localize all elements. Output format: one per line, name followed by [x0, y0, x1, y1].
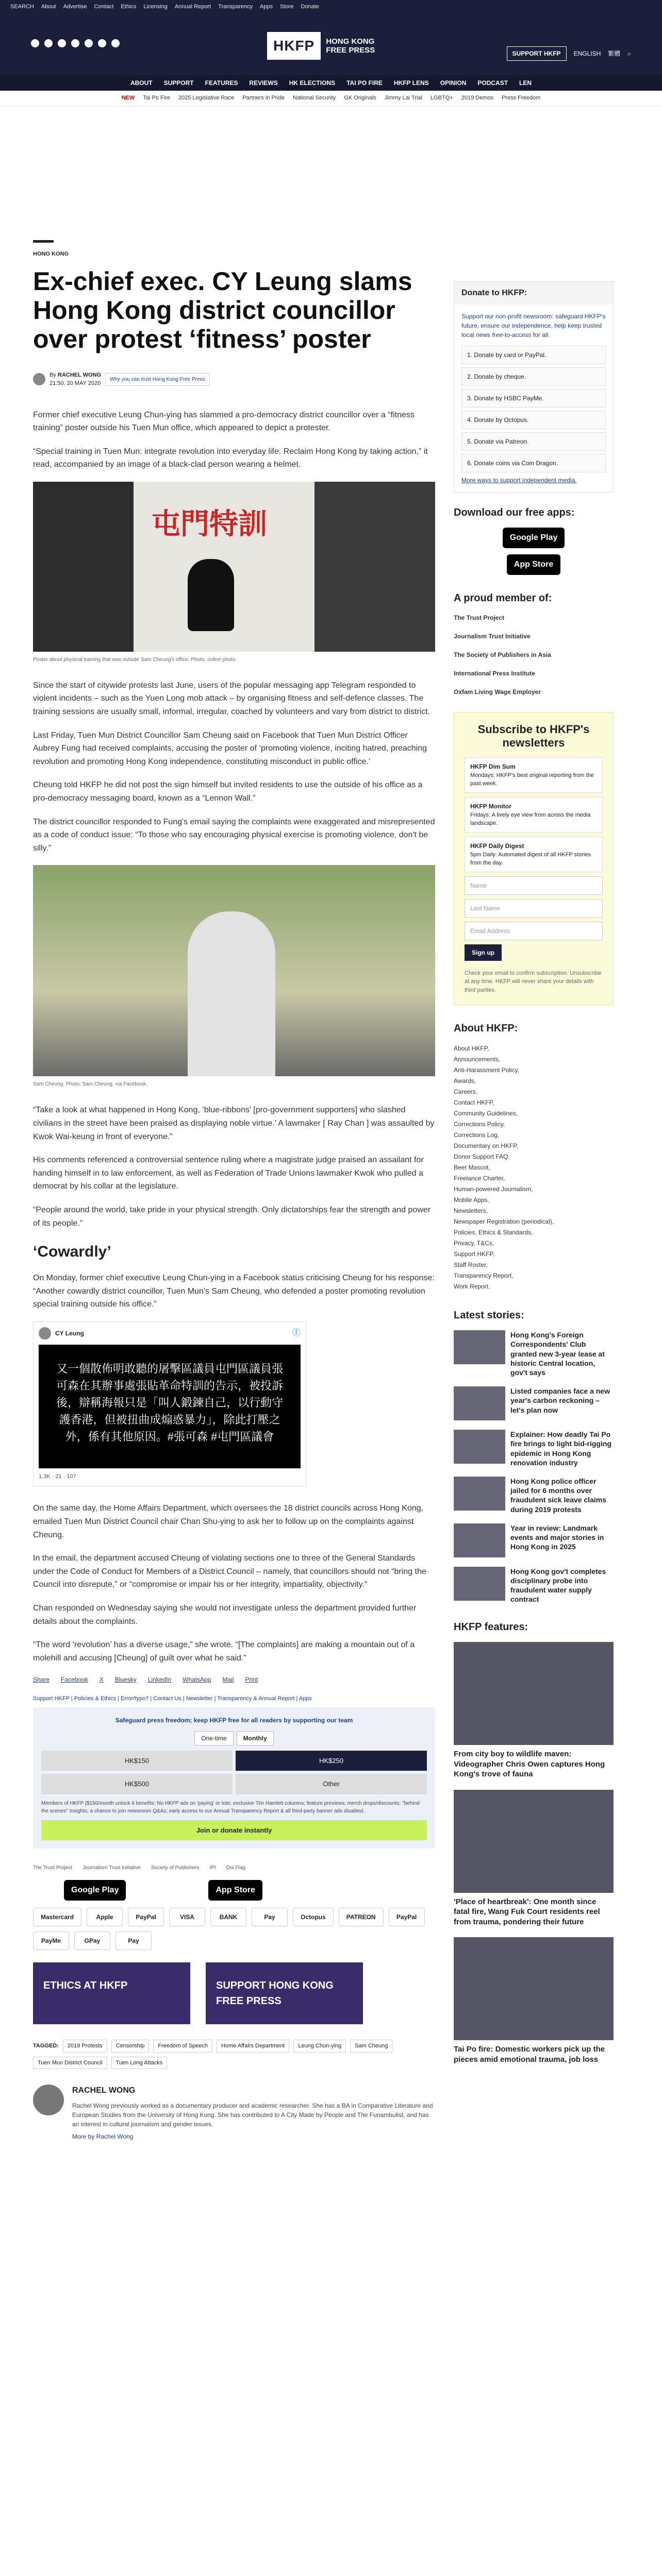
topbar-item[interactable]: Annual Report: [174, 3, 211, 10]
member-logos: [454, 613, 614, 697]
author-bio: Rachel Wong previously worked as a documentary producer and academic researcher. She has a BA in Comparative Literature and European Studies from the University of Hong Kong. She has contributed to A City Made by People and The Funambulist, and has an interest in cultural journalism and gender issues.: [72, 2102, 433, 2128]
about-title: About HKFP:: [454, 1023, 518, 1035]
fb-name[interactable]: CY Leung: [55, 1329, 84, 1337]
author-avatar: [33, 373, 45, 385]
nav-item[interactable]: PODCAST: [477, 79, 508, 87]
donate-option[interactable]: 2. Donate by cheque.: [461, 367, 606, 386]
topbar-item[interactable]: About: [41, 3, 56, 10]
newsletter-option[interactable]: HKFP Dim Sum Mondays: HKFP's best original reporting from the past week.: [465, 757, 603, 793]
newsletter-option[interactable]: HKFP Daily Digest 5pm Daily: Automated digest of all HKFP stories from the day.: [465, 837, 603, 872]
topbar-item[interactable]: Licensing: [143, 3, 168, 10]
paragraph: The district councillor responded to Fung's email saying the complaints were exaggerated and misrepresented as a code of conduct issue: “To those who say encouraging physical exercise is promoting violence, don't be silly.”: [33, 817, 435, 853]
new-badge: NEW: [121, 95, 135, 101]
about-link[interactable]: Careers,: [454, 1088, 478, 1096]
app-store-button[interactable]: App Store: [208, 1880, 262, 1901]
share-x[interactable]: X: [99, 1676, 104, 1684]
about-link[interactable]: Anti-Harassment Policy,: [454, 1066, 520, 1074]
tag[interactable]: Leung Chun-ying: [293, 2040, 346, 2053]
support-links[interactable]: Support HKFP | Policies & Ethics | Error/typo? | Contact Us | Newsletter | Transparency & Annual Report | Apps: [33, 1696, 312, 1702]
amount-option[interactable]: HK$500: [41, 1774, 233, 1794]
author-name[interactable]: RACHEL WONG: [57, 371, 102, 378]
amount-option[interactable]: Other: [236, 1774, 427, 1794]
paragraph: Last Friday, Tuen Mun District Councillor Sam Cheung said on Facebook that Tuen Mun District Officer Aubrey Fung had received complaints, accusing the poster of ‘promoting violence, inciting hatred, preaching revolution and promoting Hong Kong independence, constituting misconduct in public office.’: [33, 731, 427, 766]
google-play-button[interactable]: Google Play: [503, 528, 565, 548]
share-whatsapp[interactable]: WhatsApp: [183, 1676, 211, 1684]
story-item[interactable]: Year in review: Landmark events and major stories in Hong Kong in 2025: [454, 1523, 614, 1557]
feature-image: [454, 1790, 614, 1893]
paragraph: On Monday, former chief executive Leung Chun-ying in a Facebook status criticising Cheung for his response: “Another cowardly district councillor, Tuen Mun's Sam Cheung, who defended a poster promoting revolution special training outside his office.”: [33, 1274, 435, 1309]
top-utility-bar: [0, 0, 662, 13]
topbar-item[interactable]: Transparency: [218, 3, 253, 10]
subnav-item[interactable]: National Security: [293, 95, 336, 101]
app-store-button[interactable]: App Store: [507, 554, 560, 575]
nav-item[interactable]: HKFP LENS: [393, 79, 429, 87]
member-logo[interactable]: The Society of Publishers in Asia: [454, 651, 551, 658]
features-title: HKFP features:: [454, 1621, 528, 1633]
newsletter-signup: [454, 712, 614, 1005]
masthead: [0, 13, 662, 75]
donate-option[interactable]: 5. Donate via Patreon.: [461, 432, 606, 451]
payment-logo[interactable]: Apple: [87, 1908, 123, 1926]
feature-item[interactable]: Tai Po fire: Domestic workers pick up the pieces amid emotional trauma, job loss: [454, 1937, 614, 2064]
tab-monthly[interactable]: Monthly: [237, 1731, 274, 1745]
paragraph: “The word ‘revolution’ has a diverse usage,” she wrote. “[The complaints] are making a mountain out of a molehill and accusing [Cheung] of guilt over what he said.”: [33, 1640, 415, 1663]
about-link[interactable]: Announcements,: [454, 1056, 501, 1063]
facebook-embed[interactable]: [33, 1321, 306, 1487]
topbar-item[interactable]: Advertise: [63, 3, 87, 10]
social-icons: [31, 39, 120, 47]
subnav-item[interactable]: GK Originals: [344, 95, 376, 101]
section-label[interactable]: HONG KONG: [33, 251, 69, 257]
donate-option[interactable]: 6. Donate coins via Coin Dragon.: [461, 454, 606, 472]
author-box-name[interactable]: RACHEL WONG: [72, 2086, 136, 2095]
article-date: 21:50, 20 MAY 2020: [49, 380, 101, 386]
byline-text: By RACHEL WONG 21:50, 20 MAY 2020: [49, 371, 102, 386]
badge[interactable]: The Trust Project: [33, 1865, 73, 1871]
story-thumb: [454, 1430, 505, 1464]
paragraph: “Take a look at what happened in Hong Kong, ‘blue-ribbons’ [pro-government supporters] who slashed civilians in the street have been praised as displaying noble virtue.’ A lawmaker [ Ray Chan ] was assaulted by Kwok Wai-keung in front of everyone.”: [33, 1106, 435, 1141]
about-link[interactable]: Beer Mascot,: [454, 1164, 490, 1172]
member-title: A proud member of:: [454, 592, 552, 604]
share-print[interactable]: Print: [245, 1676, 258, 1684]
fb-image-text: 又一個散佈明敢聽的屠擊區議員屯門區議員張可森在其辦事處張貼革命特訓的告示，被投訴後，辯稱海報只是「叫人鍛鍊自己，以行動守護香港，但被扭曲成煽惑暴力」，除此打壓之外，係有其他原因。#張可森 #屯門區議會: [39, 1345, 301, 1468]
share-bluesky[interactable]: Bluesky: [114, 1676, 137, 1684]
tag[interactable]: Tuen Mun District Council: [33, 2057, 107, 2070]
latest-title: Latest stories:: [454, 1310, 524, 1321]
facebook-icon[interactable]: ⓕ: [292, 1328, 301, 1337]
author-box: [33, 2084, 435, 2141]
story-thumb: [454, 1477, 505, 1511]
paragraph: Since the start of citywide protests last June, users of the popular messaging app Telegram responded to violent incidents – such as the Yuen Long mob attack – by organising fitness and self-defence classes. The training sessions are usually small, informal, irregular, coached by volunteers and vary from district to district.: [33, 681, 431, 717]
subnav-item[interactable]: Tai Po Fire: [143, 95, 170, 101]
donate-option[interactable]: 4. Donate by Octopus.: [461, 411, 606, 429]
donate-tabs: [41, 1731, 427, 1745]
lang-chinese[interactable]: 繁體: [608, 50, 621, 57]
donate-option[interactable]: 3. Donate by HSBC PayMe.: [461, 389, 606, 408]
payment-logo[interactable]: Pay: [115, 1931, 152, 1950]
nav-item[interactable]: ABOUT: [130, 79, 153, 87]
payment-logo[interactable]: VISA: [169, 1908, 205, 1926]
tag[interactable]: Sam Cheung: [350, 2040, 392, 2053]
about-link[interactable]: Staff Roster,: [454, 1261, 488, 1269]
share-mail[interactable]: Mail: [222, 1676, 234, 1684]
nav-item[interactable]: LEN: [519, 79, 532, 87]
sub-nav: [0, 91, 662, 106]
logo-box: HKFP: [267, 32, 321, 60]
support-banner[interactable]: SUPPORT HONG KONG FREE PRESS: [206, 1962, 363, 2024]
nav-item[interactable]: TAI PO FIRE: [346, 79, 383, 87]
latest-stories: [454, 1330, 614, 1604]
about-link[interactable]: Privacy, T&Cs,: [454, 1240, 494, 1247]
about-link[interactable]: Work Report.: [454, 1283, 490, 1291]
donate-amounts: [41, 1751, 427, 1794]
youtube-icon[interactable]: [71, 39, 79, 47]
lang-english[interactable]: ENGLISH: [573, 50, 601, 57]
search-icon[interactable]: ⌕: [627, 50, 631, 57]
story-item[interactable]: Listed companies face a new year's carbon reckoning – let's plan now: [454, 1386, 614, 1420]
article-main: [33, 240, 435, 2141]
share-facebook[interactable]: Facebook: [61, 1676, 88, 1684]
story-thumb: [454, 1567, 505, 1601]
share-linkedin[interactable]: LinkedIn: [147, 1676, 172, 1684]
about-link[interactable]: Newsletters,: [454, 1207, 488, 1215]
story-item[interactable]: Hong Kong's Foreign Correspondents' Club granted new 3-year lease at historic Central location, gov't says: [454, 1330, 614, 1377]
donate-more-link[interactable]: More ways to support independent media.: [461, 477, 577, 484]
linkedin-icon[interactable]: [98, 39, 106, 47]
support-button[interactable]: SUPPORT HKFP: [507, 46, 567, 61]
badge[interactable]: IPI: [209, 1865, 216, 1871]
sidebar: [454, 281, 614, 2075]
app-store-buttons: [64, 1880, 435, 1901]
topbar-item[interactable]: Donate: [301, 3, 319, 10]
tag[interactable]: 2019 Protests: [63, 2040, 107, 2053]
fb-avatar: [39, 1327, 51, 1340]
share-bar: [33, 1675, 435, 1684]
payment-logo[interactable]: BANK: [210, 1908, 246, 1926]
payment-logo[interactable]: PayMe: [33, 1931, 69, 1950]
logo-text: HONG KONG FREE PRESS: [326, 37, 375, 55]
nav-item[interactable]: FEATURES: [205, 79, 238, 87]
nav-item[interactable]: REVIEWS: [249, 79, 278, 87]
feature-item[interactable]: From city boy to wildlife maven: Videographer Chris Owen captures Hong Kong's trove of fauna: [454, 1642, 614, 1780]
story-item[interactable]: Hong Kong police officer jailed for 6 months over fraudulent sick leave claims during 2019 protests: [454, 1477, 614, 1514]
tags: [33, 2040, 435, 2069]
more-by-author-link[interactable]: More by Rachel Wong: [72, 2133, 134, 2141]
badge[interactable]: Society of Publishers: [151, 1865, 200, 1871]
member-logo[interactable]: International Press Institute: [454, 670, 536, 677]
donate-headline: Safeguard press freedom; keep HKFP free for all readers by supporting our team: [115, 1716, 353, 1724]
nav-item[interactable]: SUPPORT: [163, 79, 194, 87]
poster-photo: [33, 482, 435, 652]
donate-options: [461, 346, 606, 472]
ethics-banner[interactable]: ETHICS AT HKFP: [33, 1962, 190, 2024]
payment-logo[interactable]: Octopus: [293, 1908, 334, 1926]
instagram-icon[interactable]: [58, 39, 66, 47]
x-icon[interactable]: [44, 39, 53, 47]
amount-option[interactable]: HK$150: [41, 1751, 233, 1771]
payment-logo[interactable]: Mastercard: [33, 1908, 81, 1926]
tag[interactable]: Freedom of Speech: [153, 2040, 212, 2053]
about-links: [454, 1043, 614, 1292]
payment-logo[interactable]: PayPal: [389, 1908, 425, 1926]
tab-one-time[interactable]: One-time: [194, 1731, 233, 1745]
about-link[interactable]: Community Guidelines,: [454, 1110, 518, 1117]
subnav-item[interactable]: 2019 Demos: [461, 95, 494, 101]
newsletter-title: Subscribe to HKFP's newsletters: [477, 723, 590, 750]
rss-icon[interactable]: [111, 39, 120, 47]
google-play-button[interactable]: Google Play: [64, 1880, 126, 1901]
tag[interactable]: Home Affairs Department: [217, 2040, 289, 2053]
protester-silhouette: [188, 559, 234, 631]
last-name-field[interactable]: Last Name: [465, 899, 603, 918]
signup-note: Check your email to confirm subscription. Unsubscribe at any time. HKFP will never share your details with third parties.: [465, 970, 602, 993]
amount-option-selected[interactable]: HK$250: [236, 1751, 427, 1771]
sidebar-app-buttons: [454, 528, 614, 575]
about-link[interactable]: Transparency Report,: [454, 1272, 514, 1280]
membership-note: Members of HKFP ($150/month unlock 6 benefits: No HKFP ads on 'paying' or tote; exclusive Tim Hamlett columns; feature previews; merch drops/discounts; ''behind the scenes'' insights; a chance to join newsroom Q&As; early access to our Annual Transparency Report & all third-party banner ads disabled.: [41, 1800, 420, 1814]
tag[interactable]: Tuen Long Attacks: [111, 2057, 168, 2070]
about-link[interactable]: Documentary on HKFP,: [454, 1142, 519, 1150]
payment-logo[interactable]: Pay: [252, 1908, 288, 1926]
story-thumb: [454, 1330, 505, 1364]
about-link[interactable]: Newspaper Registration (periodical),: [454, 1218, 554, 1226]
author-photo: [33, 2084, 64, 2115]
threads-icon[interactable]: [85, 39, 93, 47]
about-link[interactable]: Support HKFP,: [454, 1250, 495, 1258]
tag[interactable]: Censorship: [111, 2040, 150, 2053]
fb-stats: 1.3K · 21 · 107: [39, 1473, 76, 1480]
paragraph: Chan responded on Wednesday saying she would not investigate unless the department provided further details about the complaints.: [33, 1604, 417, 1626]
photo-caption: Sam Cheung. Photo: Sam Cheung, via Facebook.: [33, 1081, 147, 1088]
trust-button[interactable]: Why you can trust Hong Kong Free Press: [105, 373, 210, 386]
nav-item[interactable]: OPINION: [440, 79, 467, 87]
apps-title: Download our free apps:: [454, 507, 575, 518]
feature-item[interactable]: 'Place of heartbreak': One month since fatal fire, Wang Fuk Court residents reel from trauma, pondering their future: [454, 1790, 614, 1927]
section-rule: [33, 240, 54, 243]
topbar-item[interactable]: Ethics: [121, 3, 137, 10]
donate-box: [454, 281, 614, 493]
about-link[interactable]: Contact HKFP,: [454, 1099, 494, 1107]
paragraph: His comments referenced a controversial sentence ruling where a magistrate judge praised an assailant for handing himself in to law enforcement, as well as Federation of Trade Unions lawmaker Kwok who pulled a democrat by his collar at the legislature.: [33, 1156, 424, 1191]
about-link[interactable]: Corrections Policy,: [454, 1121, 505, 1128]
story-item[interactable]: Explainer: How deadly Tai Po fire brings to light bid-rigging epidemic in Hong Kong renovation industry: [454, 1430, 614, 1467]
tags-label: TAGGED:: [33, 2043, 59, 2049]
topbar-item[interactable]: Contact: [94, 3, 114, 10]
join-button[interactable]: Join or donate instantly: [41, 1820, 427, 1841]
topbar-item[interactable]: SEARCH: [10, 3, 34, 10]
site-logo[interactable]: [267, 32, 375, 60]
masthead-actions: [507, 46, 631, 61]
main-nav: [0, 75, 662, 91]
about-link[interactable]: Corrections Log,: [454, 1131, 500, 1139]
person-figure: [188, 911, 275, 1076]
paragraph: “Special training in Tuen Mun: integrate revolution into everyday life. Reclaim Hong Kong by taking action,” it read, accompanied by an image of a black-clad person wearing a helmet.: [33, 447, 428, 469]
photo-caption: Poster about physical training that was outside Sam Cheung's office. Photo: online photo.: [33, 656, 237, 663]
about-link[interactable]: Freelance Charter,: [454, 1175, 505, 1182]
subnav-item[interactable]: LGBTQ+: [431, 95, 453, 101]
badge[interactable]: Doi Flag: [226, 1865, 245, 1871]
member-logo[interactable]: Journalism Trust Initiative: [454, 633, 531, 640]
donate-intro[interactable]: Support our non-profit newsroom: safeguard HKFP's future, ensure our independence, help keep trusted local news free-to-access for all.: [461, 313, 606, 338]
topbar-item[interactable]: Apps: [260, 3, 273, 10]
signup-button[interactable]: Sign up: [465, 944, 502, 961]
subheading: ‘Cowardly’: [33, 1243, 111, 1261]
email-field[interactable]: Email Address: [465, 922, 603, 940]
about-link[interactable]: Awards,: [454, 1077, 476, 1085]
paragraph: “People around the world, take pride in your physical strength. Only dictatorships fear the strength and power of its people.”: [33, 1205, 431, 1228]
story-thumb: [454, 1523, 505, 1557]
about-link[interactable]: Human-powered Journalism,: [454, 1185, 533, 1193]
story-item[interactable]: Hong Kong gov't completes disciplinary probe into fraudulent water supply contract: [454, 1567, 614, 1604]
feature-image: [454, 1642, 614, 1745]
donate-widget: [33, 1707, 435, 1849]
subnav-item[interactable]: Partners in Pride: [242, 95, 285, 101]
article-title: Ex-chief exec. CY Leung slams Hong Kong district councillor over protest ‘fitness’ poster: [33, 266, 412, 353]
badge[interactable]: Journalism Trust Initiative: [82, 1865, 141, 1871]
promo-banners: [33, 1962, 435, 2024]
subnav-item[interactable]: Jimmy Lai Trial: [384, 95, 422, 101]
donate-title: Donate to HKFP:: [454, 282, 613, 304]
paragraph: In the email, the department accused Cheung of violating sections one to three of the General Standards under the Code of Conduct for Members of a District Council – namely, that councillors should not “bring the Council into disrepute,” or “compromise or impair his or her integrity, impartiality, objectivity.”: [33, 1554, 426, 1589]
member-logo[interactable]: Oxfam Living Wage Employer: [454, 688, 541, 696]
donate-option[interactable]: 1. Donate by card or PayPal.: [461, 346, 606, 364]
nav-item[interactable]: HK ELECTIONS: [289, 79, 336, 87]
subnav-item[interactable]: Press Freedom: [502, 95, 541, 101]
about-link[interactable]: Mobile Apps,: [454, 1196, 489, 1204]
payment-methods: [33, 1908, 435, 1950]
paragraph: Former chief executive Leung Chun-ying has slammed a pro-democracy district councillor over a “fitness training” poster outside his Tuen Mun office, which appeared to depict a protester.: [33, 410, 415, 433]
byline: [33, 371, 435, 388]
facebook-icon[interactable]: [31, 39, 39, 47]
about-link[interactable]: About HKFP,: [454, 1045, 489, 1053]
payment-logo[interactable]: GPay: [74, 1931, 110, 1950]
newsletter-option[interactable]: HKFP Monitor Fridays: A lively eye view from across the media landscape.: [465, 797, 603, 833]
about-link[interactable]: Policies, Ethics & Standards,: [454, 1229, 533, 1236]
topbar-item[interactable]: Store: [280, 3, 294, 10]
payment-logo[interactable]: PayPal: [128, 1908, 164, 1926]
fb-header: [39, 1327, 301, 1340]
poster-photo-text: 屯門特訓: [152, 507, 267, 540]
member-logo[interactable]: The Trust Project: [454, 614, 505, 621]
subnav-item[interactable]: 2025 Legislative Race: [178, 95, 235, 101]
sam-cheung-photo: [33, 865, 435, 1076]
payment-logo[interactable]: PATREON: [339, 1908, 384, 1926]
about-link[interactable]: Donor Support FAQ,: [454, 1153, 510, 1161]
share-label: Share: [33, 1676, 50, 1684]
paragraph: On the same day, the Home Affairs Department, which oversees the 18 district councils across Hong Kong, emailed Tuen Mun District Council chair Chan Shu-ying to ask her to follow up on the complaints against Cheung.: [33, 1504, 424, 1539]
name-field[interactable]: Name: [465, 876, 603, 895]
story-thumb: [454, 1386, 505, 1420]
membership-badges: [33, 1864, 435, 1872]
feature-image: [454, 1937, 614, 2040]
paragraph: Cheung told HKFP he did not post the sign himself but invited residents to use the outside of his office as a pro-democracy messaging board, known as a “Lennon Wall.”: [33, 781, 423, 803]
